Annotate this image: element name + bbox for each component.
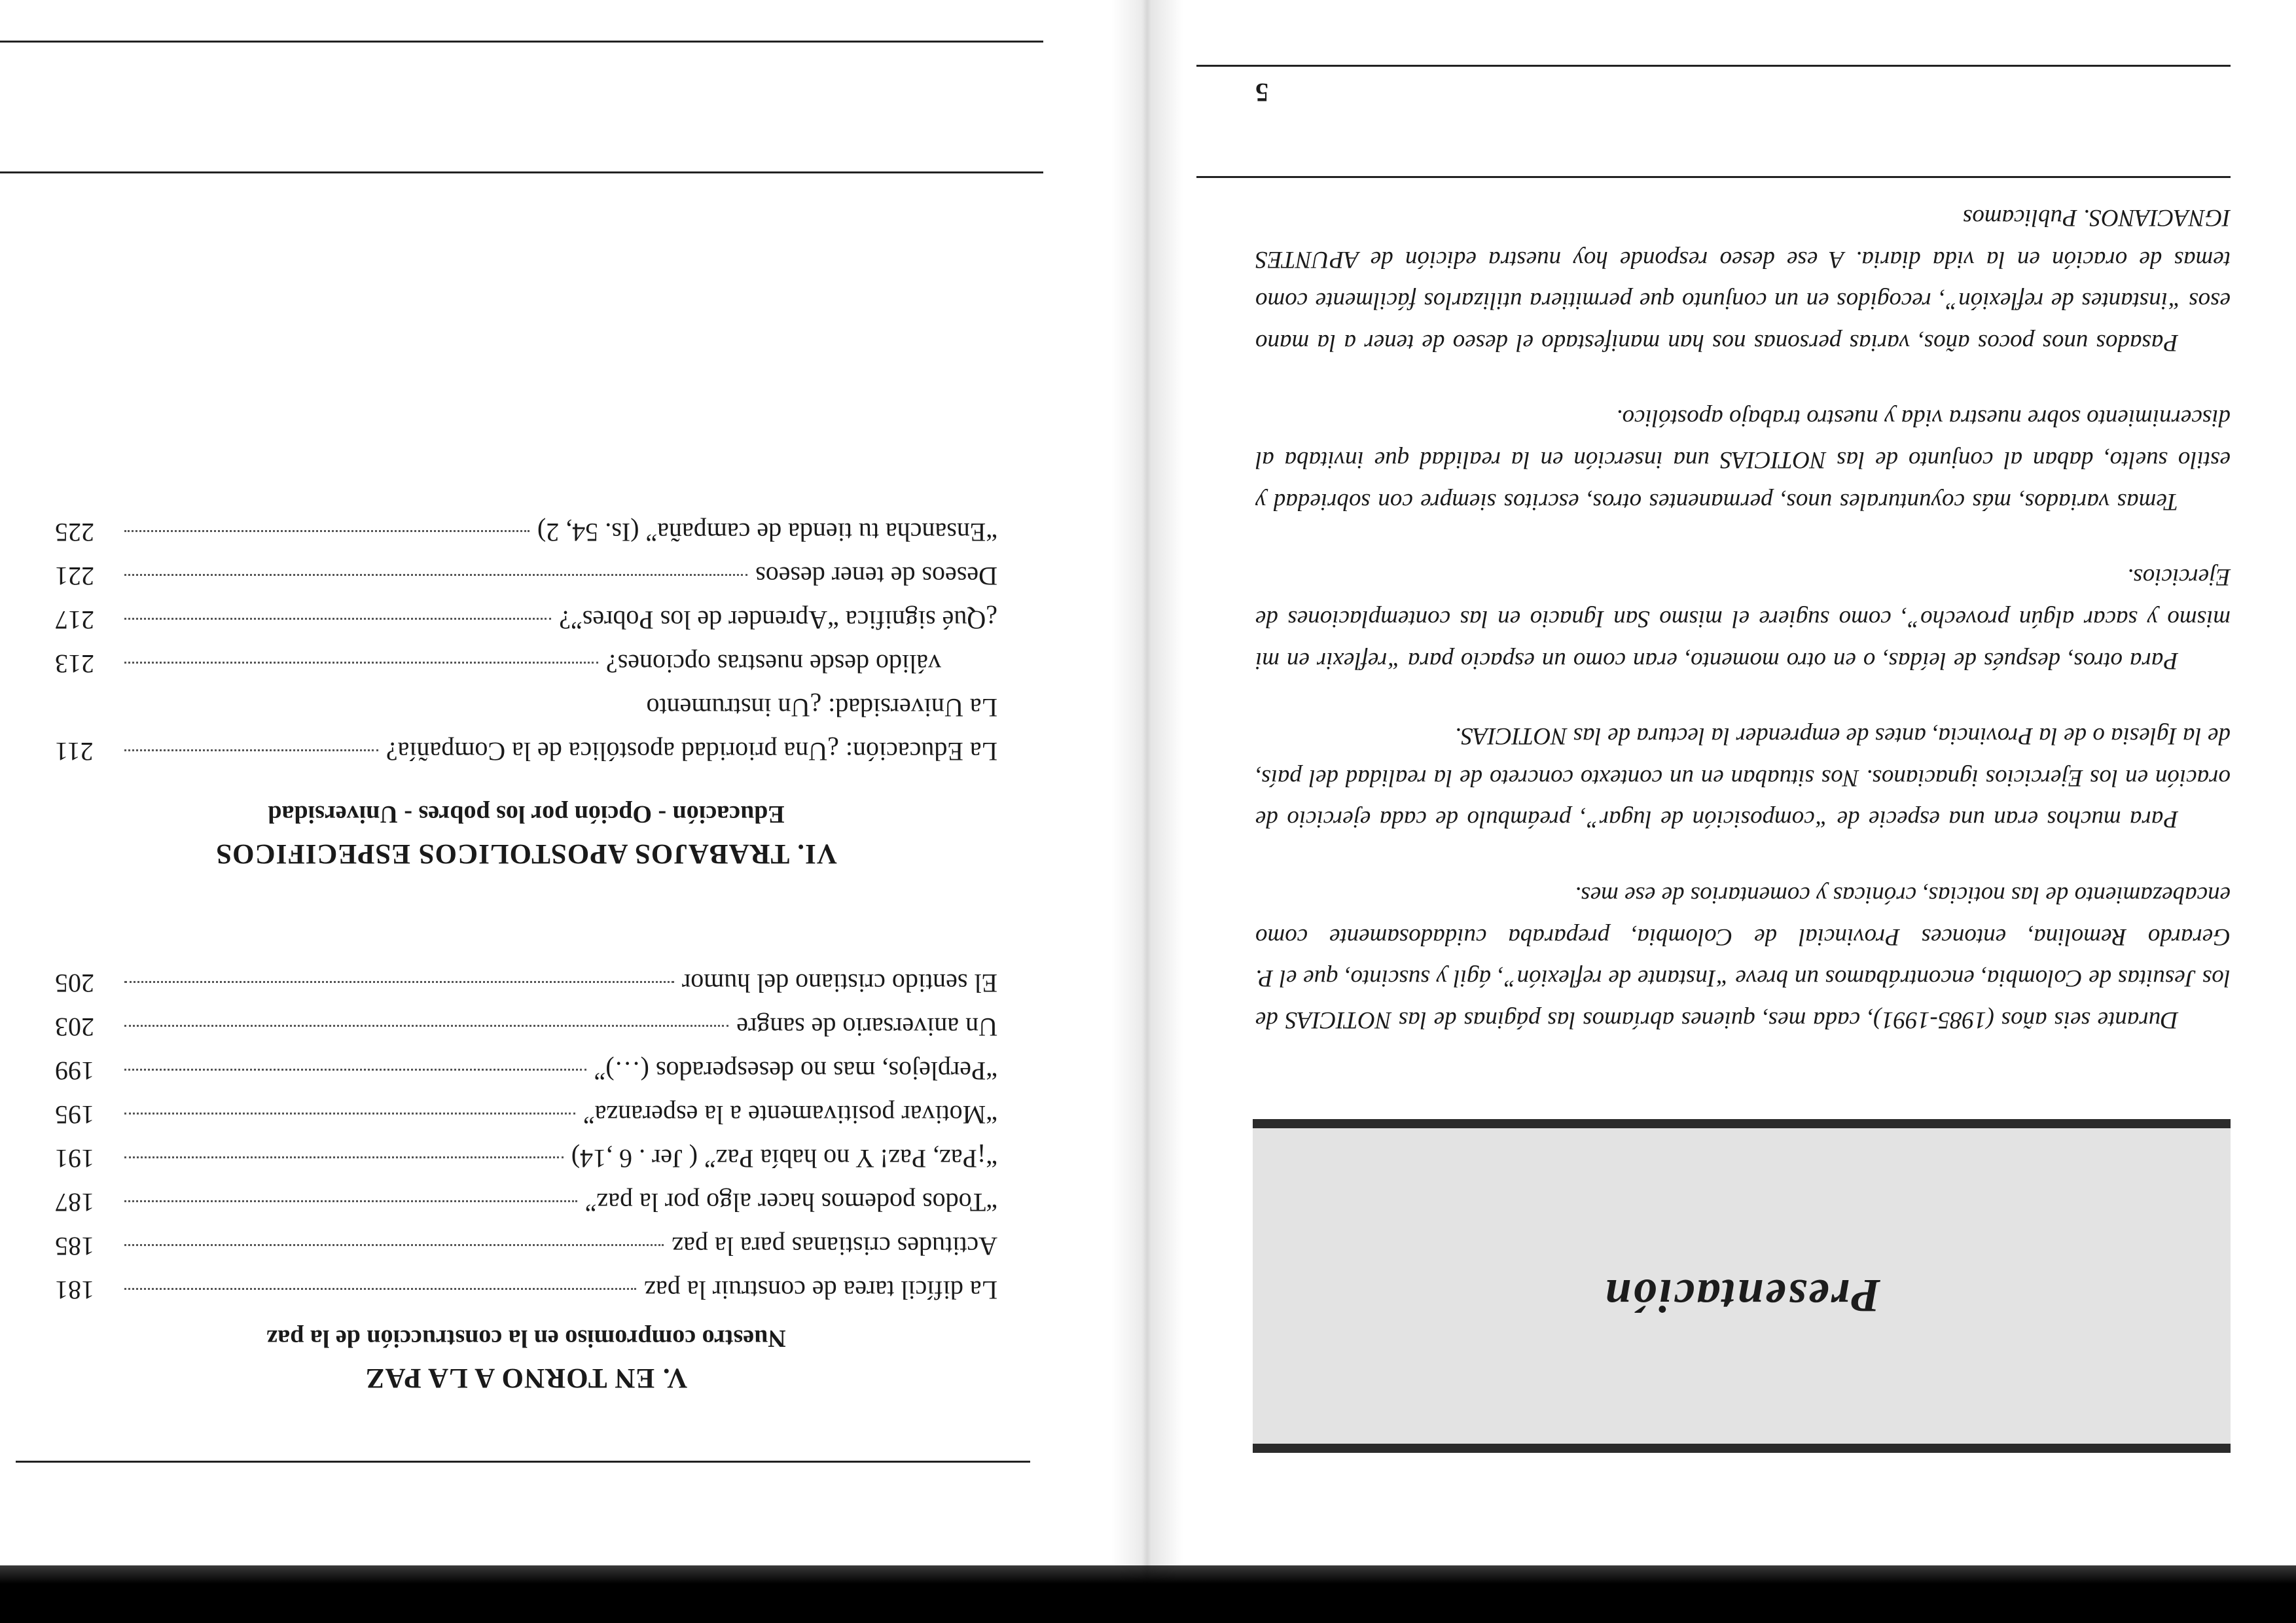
presentation-page (1148, 0, 2296, 1623)
footer-rule (0, 171, 1043, 173)
dot-leader (124, 662, 598, 664)
presentation-title: Presentación (1603, 1270, 1880, 1322)
dot-leader (124, 530, 529, 532)
dot-leader (124, 1069, 586, 1071)
dot-leader (124, 749, 378, 751)
toc-entry (55, 598, 997, 642)
toc-entry (55, 1137, 997, 1181)
toc-entry-title: Actitudes cristianas para la paz (672, 1232, 997, 1261)
toc-entry (55, 554, 997, 598)
toc-entry-title: “¡Paz, Paz! Y no había Paz” ( Jer . 6 ,14) (571, 1144, 997, 1173)
bottom-rule (0, 41, 1043, 43)
bottom-rule (1196, 65, 2231, 67)
toc-entry (55, 730, 997, 774)
toc-entry-title: “Todos podemos hacer algo por la paz” (584, 1188, 997, 1217)
toc-entry (55, 1093, 997, 1137)
toc-entry (55, 642, 997, 686)
toc-entry-page: 221 (55, 562, 94, 591)
toc-entry-page: 191 (55, 1144, 94, 1173)
presentation-header-box (1253, 1119, 2231, 1453)
paragraph: Temas variados, más coyunturales unos, permanentes otros, escritos siempre con sobriedad y estilo suelto, daban al conjunto de las NOTICIAS una inserción en la realidad que invitaba al discernimiento sobre nuestra vida y nuestro trabajo apostólico. (1255, 404, 2231, 515)
toc-entry-title: válido desde nuestras opciones? (605, 649, 941, 679)
toc-entry-title: La difícil tarea de construir la paz (644, 1275, 997, 1305)
toc-entry (55, 1224, 997, 1268)
toc-entry-page: 203 (55, 1012, 94, 1042)
dot-leader (124, 1025, 728, 1027)
paragraph: Para otros, después de leídas, o en otro momento, eran como un espacio para “reflexir en mi mismo y sacar algún provecho”, como sugiere el mismo San Ignacio en las contemplaciones de Ejercicios. (1255, 563, 2231, 674)
paragraph: Durante seis años (1985-1991), cada mes, quienes abríamos las páginas de las NOTICIAS de los Jesuitas de Colombia, encontrábamos un breve “Instante de reflexión”, ágil y suscinto, que el P. Gerardo Remolina, entonces Provincial de Colombia, preparaba cuidadosamente como encabezamiento de las noticias, crónicas y comentarios de ese mes. (1255, 882, 2231, 1033)
dot-leader (124, 1200, 577, 1202)
toc-entry-page: 199 (55, 1056, 94, 1086)
dot-leader (124, 1244, 664, 1246)
section-title: VI. TRABAJOS APOSTOLICOS ESPECIFICOS (215, 838, 837, 869)
presentation-body (1255, 162, 2231, 1041)
toc-entry-title: “Ensancha tu tienda de campaña” (Is. 54, 2) (537, 518, 997, 547)
toc-entry (55, 510, 997, 554)
dot-leader (124, 1288, 636, 1290)
dot-leader (124, 981, 674, 983)
page-number: 5 (1255, 78, 1268, 107)
paragraph: Para muchos eran una especie de “composición de lugar”, preámbulo de cada ejercicio de oración en los Ejercicios ignacianos. Nos situaban en un contexto concreto de la realidad del país, de la Iglesia o de la Provincia, antes de emprender la lectura de las NOTICIAS. (1255, 722, 2231, 833)
table-of-contents (55, 510, 997, 1508)
toc-entry-title: ¿Qué significa “Aprender de los Pobres”? (559, 605, 997, 635)
toc-entry-page: 181 (55, 1275, 94, 1305)
toc-entry-title: “Motivar positivamente a la esperanza” (583, 1100, 997, 1130)
toc-entry-page: 211 (55, 737, 94, 766)
toc-entry-page: 187 (55, 1188, 94, 1217)
dot-leader (124, 574, 747, 576)
toc-entry-title: “Perplejos, mas no desesperados (…)” (594, 1056, 997, 1086)
toc-entry-title: Un aniversario de sangre (736, 1012, 997, 1042)
toc-entry-title: El sentido cristiano del humor (681, 969, 997, 998)
toc-entry-page: 185 (55, 1232, 94, 1261)
toc-entry-title: La Educación: ¿Una prioridad apostólica de la Compañía? (386, 737, 997, 766)
toc-entry-page: 217 (55, 605, 94, 635)
toc-entry-title-line1: La Universidad: ¿Un instrumento (646, 693, 997, 722)
toc-entry-page: 195 (55, 1100, 94, 1130)
paragraph: Pasados unos pocos años, varias personas nos han manifestado el deseo de tener a la mano esos “instantes de reflexión”, recogidos en un conjunto que permitiera utilizarlos fácilmente como temas de oración en la vida diaria. A ese deseo responde hoy nuestra edición de APUNTES IGNACIANOS. Publicamos (1255, 204, 2231, 356)
section-title: V. EN TORNO A LA PAZ (365, 1363, 688, 1393)
section-subtitle: Nuestro compromiso en la construcción de la paz (266, 1325, 786, 1352)
toc-entry-page: 213 (55, 649, 94, 679)
dot-leader (124, 1113, 575, 1115)
toc-entry-page: 205 (55, 969, 94, 998)
toc-entry (55, 1049, 997, 1093)
dot-leader (124, 1156, 564, 1158)
toc-entry (55, 961, 997, 1005)
toc-entry (55, 1005, 997, 1049)
toc-entry (55, 1181, 997, 1224)
toc-entry-page: 225 (55, 518, 94, 547)
toc-entry (55, 1268, 997, 1312)
section-subtitle: Educación - Opción por los pobres - Universidad (268, 800, 785, 828)
dot-leader (124, 618, 551, 620)
toc-entry-title: Deseos de tener deseos (755, 562, 997, 591)
